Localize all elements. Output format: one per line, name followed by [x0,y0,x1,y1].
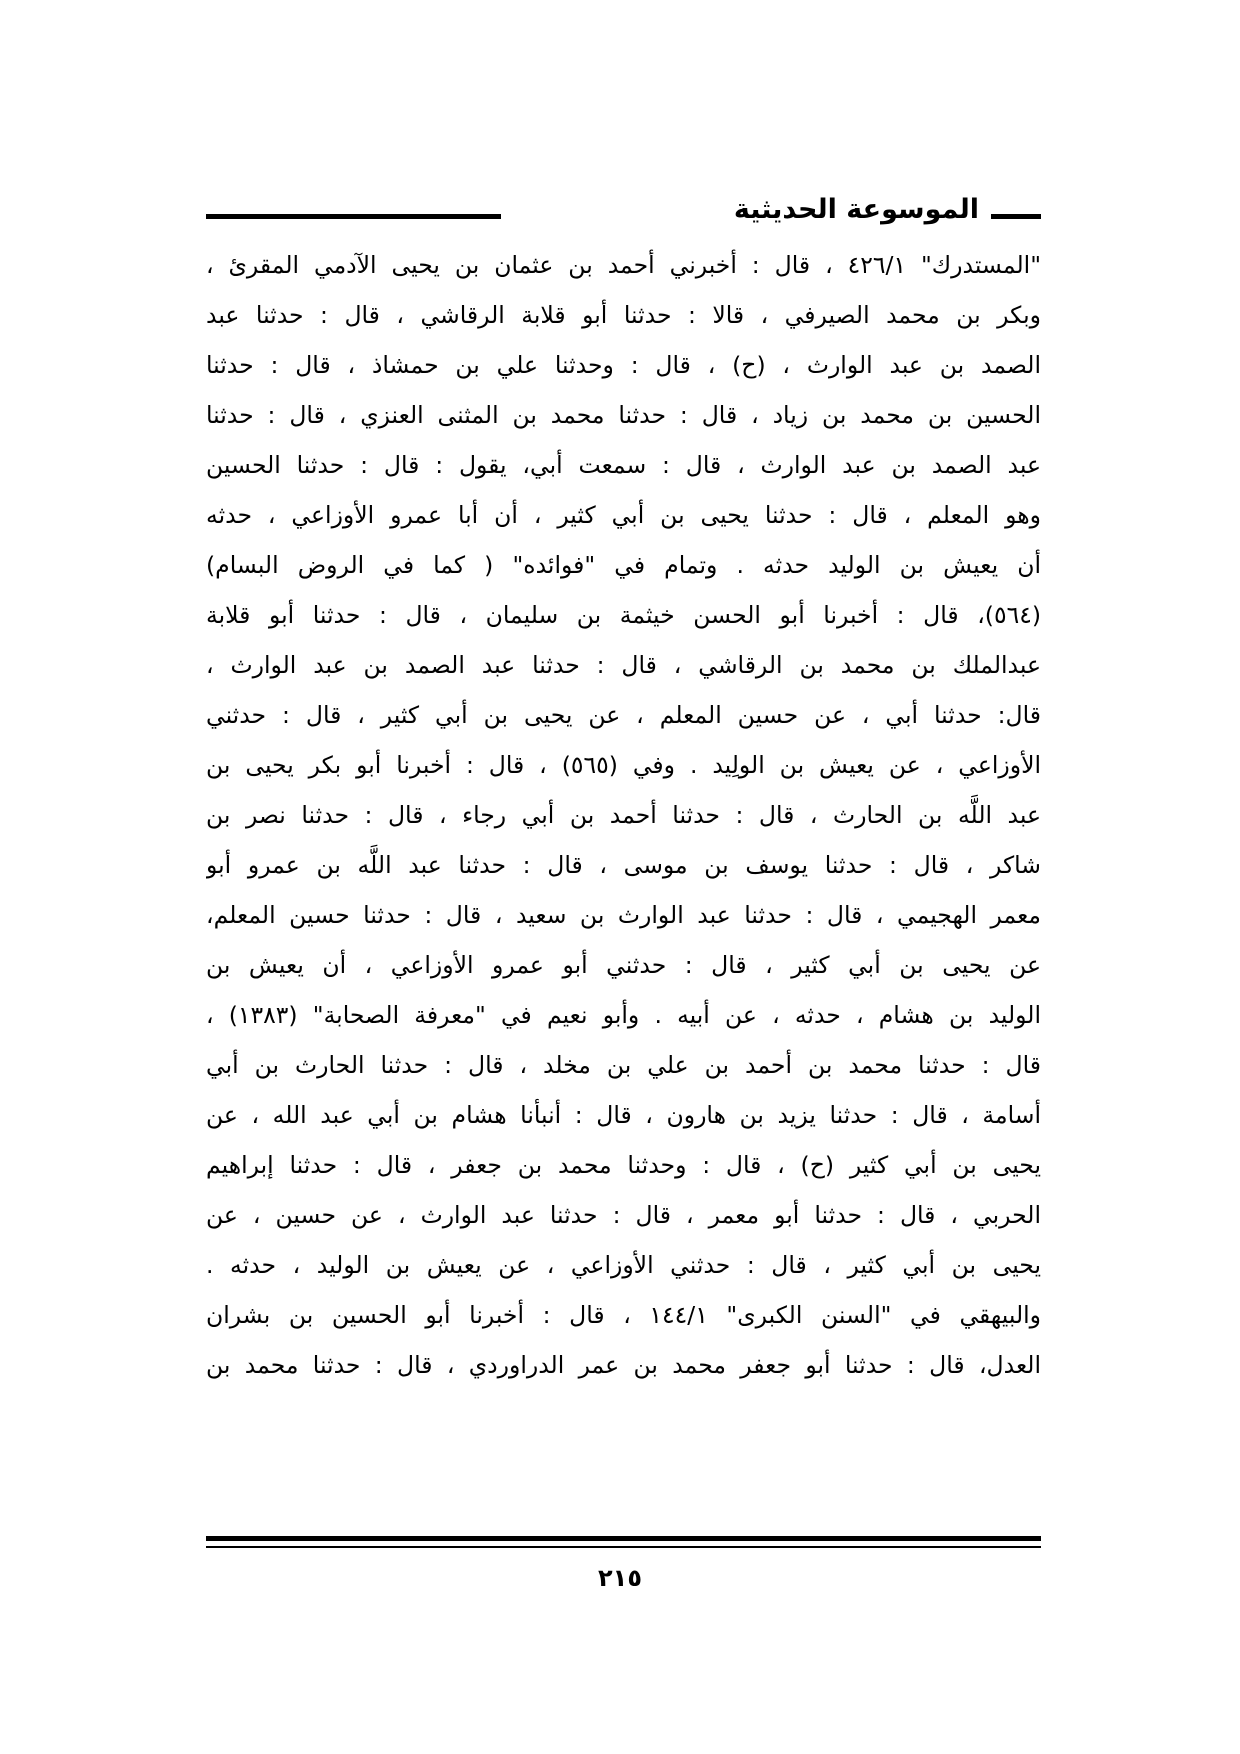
text-line: شاكر ، قال : حدثنا يوسف بن موسى ، قال : حدثنا عبد اللَّه بن عمرو أبو [206,851,1041,879]
header-rule-left [206,214,501,219]
text-line: وبكر بن محمد الصيرفي ، قالا : حدثنا أبو قلابة الرقاشي ، قال : حدثنا عبد [206,301,1041,329]
text-line: عبدالملك بن محمد بن الرقاشي ، قال : حدثنا عبد الصمد بن عبد الوارث ، [206,651,1041,679]
text-line: عن يحيى بن أبي كثير ، قال : حدثني أبو عمرو الأوزاعي ، أن يعيش بن [206,951,1041,979]
text-line: والبيهقي في "السنن الكبرى" ١٤٤/١ ، قال : أخبرنا أبو الحسين بن بشران [206,1301,1041,1329]
page-number: ٢١٥ [598,1564,642,1592]
text-line: قال: حدثنا أبي ، عن حسين المعلم ، عن يحيى بن أبي كثير ، قال : حدثني [206,701,1041,729]
text-line: الوليد بن هشام ، حدثه ، عن أبيه . وأبو نعيم في "معرفة الصحابة" (١٣٨٣) ، [206,1001,1041,1029]
text-line: وهو المعلم ، قال : حدثنا يحيى بن أبي كثير ، أن أبا عمرو الأوزاعي ، حدثه [206,501,1041,529]
running-title: الموسوعة الحديثية [733,194,979,225]
text-line: الحربي ، قال : حدثنا أبو معمر ، قال : حدثنا عبد الوارث ، عن حسين ، عن [206,1201,1041,1229]
body-text [206,240,1041,1515]
footer-rule-thin [206,1546,1041,1548]
text-line: قال : حدثنا محمد بن أحمد بن علي بن مخلد ، قال : حدثنا الحارث بن أبي [206,1051,1041,1079]
text-line: عبد اللَّه بن الحارث ، قال : حدثنا أحمد بن أبي رجاء ، قال : حدثنا نصر بن [206,801,1041,829]
text-line: "المستدرك" ٤٢٦/١ ، قال : أخبرني أحمد بن عثمان بن يحيى الآدمي المقرئ ، [206,251,1041,279]
text-line: عبد الصمد بن عبد الوارث ، قال : سمعت أبي، يقول : قال : حدثنا الحسين [206,451,1041,479]
text-line: معمر الهجيمي ، قال : حدثنا عبد الوارث بن سعيد ، قال : حدثنا حسين المعلم، [206,901,1041,929]
text-line: الصمد بن عبد الوارث ، (ح) ، قال : وحدثنا علي بن حمشاذ ، قال : حدثنا [206,351,1041,379]
text-line: يحيى بن أبي كثير ، قال : حدثني الأوزاعي ، عن يعيش بن الوليد ، حدثه . [206,1251,1041,1279]
text-line: العدل، قال : حدثنا أبو جعفر محمد بن عمر الدراوردي ، قال : حدثنا محمد بن [206,1351,1041,1379]
text-line: الحسين بن محمد بن زياد ، قال : حدثنا محمد بن المثنى العنزي ، قال : حدثنا [206,401,1041,429]
text-line: الأوزاعي ، عن يعيش بن الولِيد . وفي (٥٦٥) ، قال : أخبرنا أبو بكر يحيى بن [206,751,1041,779]
header-rule-right [991,214,1041,219]
text-line: (٥٦٤)، قال : أخبرنا أبو الحسن خيثمة بن سليمان ، قال : حدثنا أبو قلابة [206,601,1041,629]
text-line: أسامة ، قال : حدثنا يزيد بن هارون ، قال : أنبأنا هشام بن أبي عبد الله ، عن [206,1101,1041,1129]
text-line: أن يعيش بن الوليد حدثه . وتمام في "فوائده" ( كما في الروض البسام) [206,551,1041,579]
page-header [206,190,1041,230]
text-line: يحيى بن أبي كثير (ح) ، قال : وحدثنا محمد بن جعفر ، قال : حدثنا إبراهيم [206,1151,1041,1179]
footer-rule-thick [206,1536,1041,1541]
